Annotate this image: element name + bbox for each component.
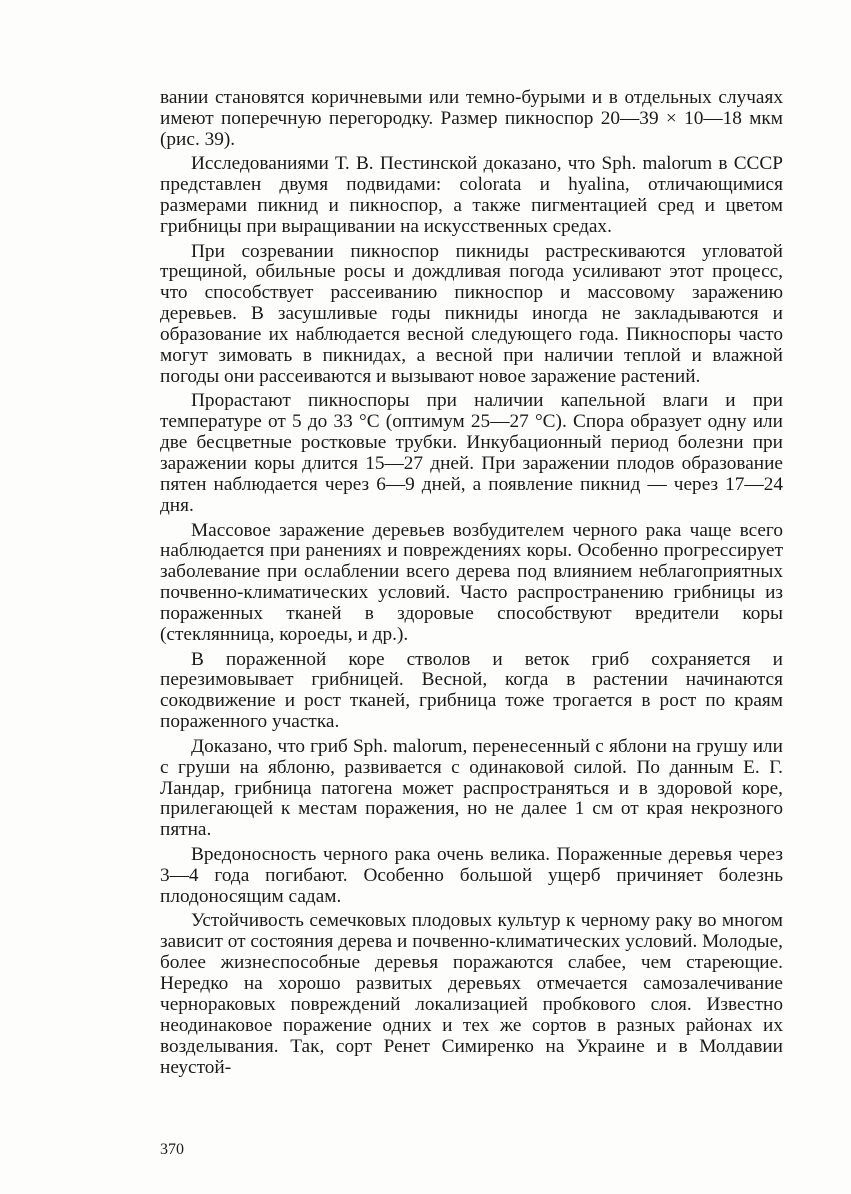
paragraph-continuation: вании становятся коричневыми или темно-бурыми и в отдельных случаях имеют поперечную перегородку. Размер пикноспор 20—39 × 10—18 мкм (рис. 39). (160, 87, 783, 150)
paragraph-mass-infection: Массовое заражение деревьев возбудителем черного рака чаще всего наблюдается при ранениях и повреждениях коры. Особенно прогрессирует заболевание при ослаблении всего дерева под влиянием неблагоприятных почвенно-климатических условий. Часто распространению грибницы из пораженных тканей в здоровые способствуют вредители коры (стеклянница, короеды, и др.). (160, 519, 783, 646)
paragraph-pycnidia-maturation: При созревании пикноспор пикниды растрескиваются угловатой трещиной, обильные росы и дождливая погода усиливают этот процесс, что способствует рассеиванию пикноспор и массовому заражению деревьев. В засушливые годы пикниды иногда не закладываются и образование их наблюдается весной следующего года. Пикноспоры часто могут зимовать в пикнидах, а весной при наличии теплой и влажной погоды они рассеиваются и вызывают новое заражение растений. (160, 240, 783, 387)
page-number: 370 (160, 1141, 184, 1158)
paragraph-subspecies: Исследованиями Т. В. Пестинской доказано, что Sph. malorum в СССР представлен двумя подвидами: colorata и hyalina, отличающимися размерами пикнид и пикноспор, а также пигментацией сред и цветом грибницы при выращивании на искусственных средах. (160, 153, 783, 238)
body-text (160, 88, 783, 1082)
paragraph-resistance: Устойчивость семечковых плодовых культур к черному раку во многом зависит от состояния дерева и почвенно-климатических условий. Молодые, более жизнеспособные деревья поражаются слабее, чем стареющие. Нередко на хорошо развитых деревьях отмечается самозалечивание чернораковых повреждений локализацией пробкового слоя. Известно неодинаковое поражение одних и тех же сортов в разных районах их возделывания. Так, сорт Ренет Симиренко на Украине и в Молдавии неустой- (160, 910, 783, 1078)
paragraph-harmfulness: Вредоносность черного рака очень велика. Пораженные деревья через 3—4 года погибают. Особенно большой ущерб причиняет болезнь плодоносящим садам. (160, 843, 783, 907)
paragraph-host-transfer: Доказано, что гриб Sph. malorum, перенесенный с яблони на грушу или с груши на яблоню, развивается с одинаковой силой. По данным Е. Г. Ландар, грибница патогена может распространяться и в здоровой коре, прилегающей к местам поражения, но не далее 1 см от края некрозного пятна. (160, 735, 783, 841)
paragraph-germination: Прорастают пикноспоры при наличии капельной влаги и при температуре от 5 до 33 °С (оптимум 25—27 °С). Спора образует одну или две бесцветные ростковые трубки. Инкубационный период болезни при заражении коры длится 15—27 дней. При заражении плодов образование пятен наблюдается через 6—9 дней, а появление пикнид — через 17—24 дня. (160, 390, 783, 516)
paragraph-overwintering: В пораженной коре стволов и веток гриб сохраняется и перезимовывает грибницей. Весной, когда в растении начинаются сокодвижение и рост тканей, грибница тоже трогается в рост по краям пораженного участка. (160, 648, 783, 733)
